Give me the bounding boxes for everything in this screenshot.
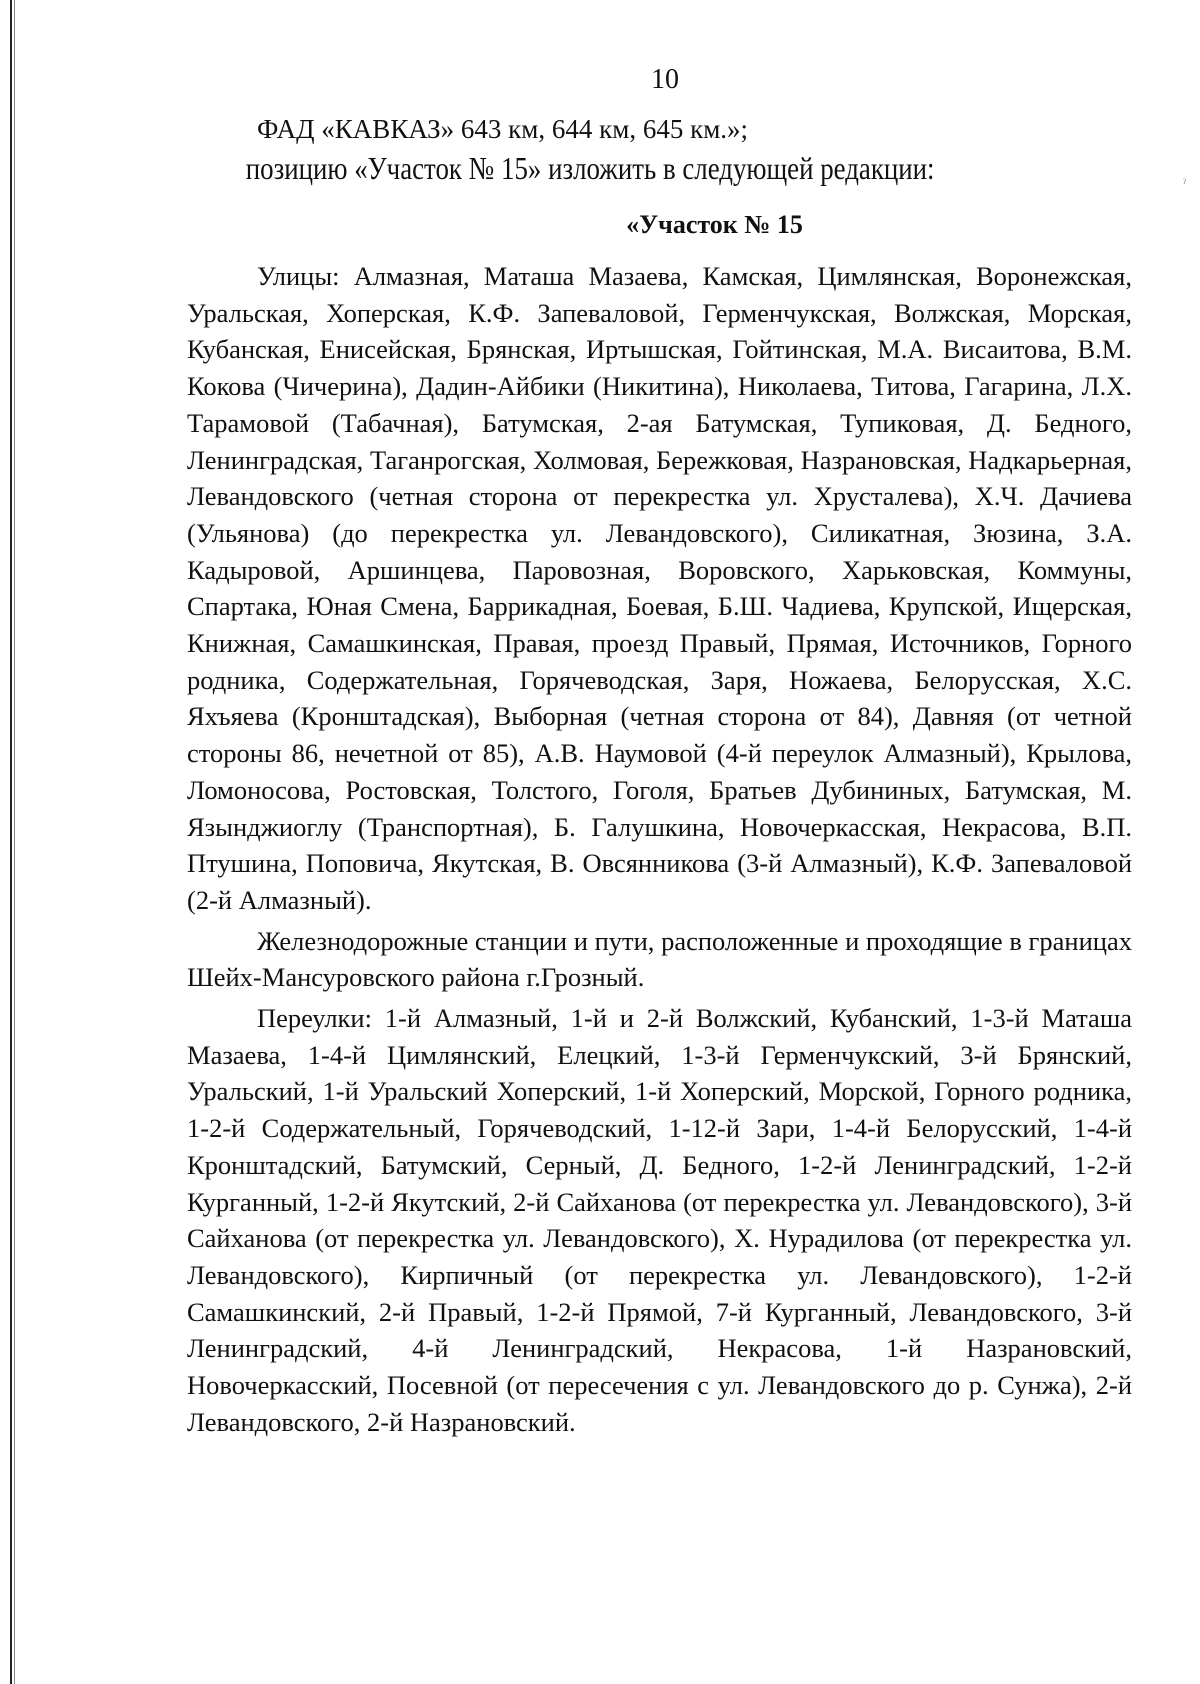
paragraph-railway: Железнодорожные станции и пути, расположенные и проходящие в границах Шейх-Мансуровского района г.Грозный. (187, 925, 1132, 993)
page-number: 10 (651, 64, 679, 95)
document-body (187, 110, 1132, 1441)
intro-line-instruction: позицию «Участок № 15» изложить в следующей редакции: (245, 150, 935, 186)
intro-line-highway: ФАД «КАВКАЗ» 643 км, 644 км, 645 км.»; (257, 114, 749, 144)
section-heading: «Участок № 15 (626, 210, 803, 239)
scan-edge-line (10, 0, 12, 1684)
paragraph-lanes: Переулки: 1-й Алмазный, 1-й и 2-й Волжский, Кубанский, 1-3-й Маташа Мазаева, 1-4-й Цимлянский, Елецкий, 1-3-й Герменчукский, 3-й Брянский, Уральский, 1-й Уральский Хоперский, 1-й Хоперский, Морской, Горного родника, 1-2-й Содержательный, Горячеводский, 1-12-й Зари, 1-4-й Белорусский, 1-4-й Кронштадский, Батумский, Серный, Д. Бедного, 1-2-й Ленинградский, 1-2-й Курганный, 1-2-й Якутский, 2-й Сайханова (от перекрестка ул. Левандовского), 3-й Сайханова (от перекрестка ул. Левандовского), Х. Нурадилова (от перекрестка ул. Левандовского), Кирпичный (от перекрестка ул. Левандовского), 1-2-й Самашкинский, 2-й Правый, 1-2-й Прямой, 7-й Курганный, Левандовского, 3-й Ленинградский, 4-й Ленинградский, Некрасова, 1-й Назрановский, Новочеркасский, Посевной (от пересечения с ул. Левандовского до р. Сунжа), 2-й Левандовского, 2-й Назрановский. (187, 1003, 1132, 1437)
scan-speck: ˀ (1183, 176, 1186, 190)
scan-edge-shadow (14, 0, 15, 1684)
paragraph-streets: Улицы: Алмазная, Маташа Мазаева, Камская, Цимлянская, Воронежская, Уральская, Хоперская, К.Ф. Запеваловой, Герменчукская, Волжская, Морская, Кубанская, Енисейская, Брянская, Иртышская, Гойтинская, М.А. Висаитова, В.М. Кокова (Чичерина), Дадин-Айбики (Никитина), Николаева, Титова, Гагарина, Л.Х. Тарамовой (Табачная), Батумская, 2-ая Батумская, Тупиковая, Д. Бедного, Ленинградская, Таганрогская, Холмовая, Бережковая, Назрановская, Надкарьерная, Левандовского (четная сторона от перекрестка ул. Хрусталева), Х.Ч. Дачиева (Ульянова) (до перекрестка ул. Левандовского), Силикатная, Зюзина, З.А. Кадыровой, Аршинцева, Паровозная, Воровского, Харьковская, Коммуны, Спартака, Юная Смена, Баррикадная, Боевая, Б.Ш. Чадиева, Крупской, Ищерская, Книжная, Самашкинская, Правая, проезд Правый, Прямая, Источников, Горного родника, Содержательная, Горячеводская, Заря, Ножаева, Белорусская, Х.С. Яхъяева (Кронштадская), Выборная (четная сторона от 84), Давняя (от четной стороны 86, нечетной от 85), А.В. Наумовой (4-й переулок Алмазный), Крылова, Ломоносова, Ростовская, Толстого, Гоголя, Братьев Дубининых, Батумская, М. Язынджиоглу (Транспортная), Б. Галушкина, Новочеркасская, Некрасова, В.П. Птушина, Поповича, Якутская, В. Овсянникова (3-й Алмазный), К.Ф. Запеваловой (2-й Алмазный). (187, 261, 1132, 915)
